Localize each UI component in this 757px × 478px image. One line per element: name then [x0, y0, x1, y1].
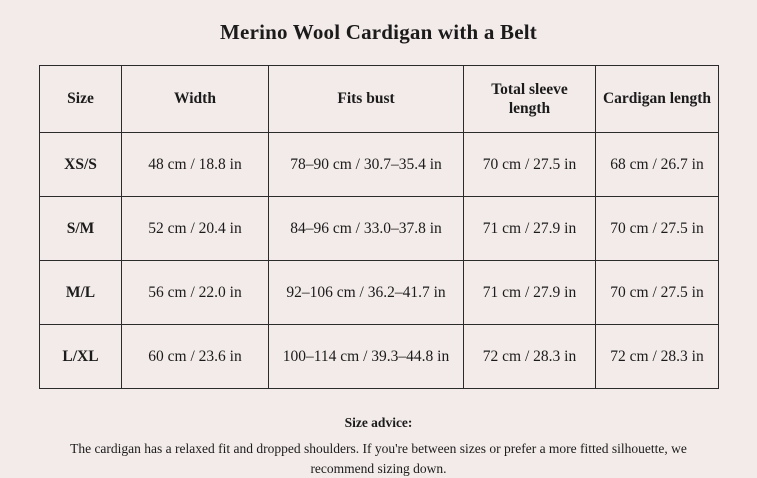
cell-width: 48 cm / 18.8 in: [122, 133, 269, 197]
cell-size: S/M: [40, 197, 122, 261]
table-row: [40, 325, 719, 389]
size-table: [39, 65, 719, 389]
size-advice-heading: Size advice:: [344, 415, 413, 430]
size-advice-text: The cardigan has a relaxed fit and dropped shoulders. If you're between sizes or prefer a more fitted silhouette, we recommend sizing down.: [70, 441, 687, 476]
size-table-container: [39, 65, 718, 389]
size-advice: [60, 415, 697, 478]
column-header-total-sleeve-length: Total sleeve length: [464, 66, 596, 133]
cell-cardigan-length: 68 cm / 26.7 in: [596, 133, 719, 197]
table-header: [40, 66, 719, 133]
cell-cardigan-length: 70 cm / 27.5 in: [596, 261, 719, 325]
table-row: [40, 133, 719, 197]
cell-total-sleeve-length: 71 cm / 27.9 in: [464, 197, 596, 261]
cell-fits-bust: 78–90 cm / 30.7–35.4 in: [269, 133, 464, 197]
cell-fits-bust: 84–96 cm / 33.0–37.8 in: [269, 197, 464, 261]
cell-size: L/XL: [40, 325, 122, 389]
cell-total-sleeve-length: 72 cm / 28.3 in: [464, 325, 596, 389]
page-title: Merino Wool Cardigan with a Belt: [220, 20, 537, 44]
cell-width: 60 cm / 23.6 in: [122, 325, 269, 389]
table-header-row: [40, 66, 719, 133]
cell-total-sleeve-length: 71 cm / 27.9 in: [464, 261, 596, 325]
cell-fits-bust: 100–114 cm / 39.3–44.8 in: [269, 325, 464, 389]
cell-cardigan-length: 72 cm / 28.3 in: [596, 325, 719, 389]
table-row: [40, 197, 719, 261]
table-row: [40, 261, 719, 325]
cell-size: M/L: [40, 261, 122, 325]
column-header-fits-bust: Fits bust: [269, 66, 464, 133]
cell-fits-bust: 92–106 cm / 36.2–41.7 in: [269, 261, 464, 325]
column-header-width: Width: [122, 66, 269, 133]
column-header-cardigan-length: Cardigan length: [596, 66, 719, 133]
cell-size: XS/S: [40, 133, 122, 197]
column-header-size: Size: [40, 66, 122, 133]
cell-width: 56 cm / 22.0 in: [122, 261, 269, 325]
cell-width: 52 cm / 20.4 in: [122, 197, 269, 261]
cell-cardigan-length: 70 cm / 27.5 in: [596, 197, 719, 261]
cell-total-sleeve-length: 70 cm / 27.5 in: [464, 133, 596, 197]
table-body: [40, 133, 719, 389]
